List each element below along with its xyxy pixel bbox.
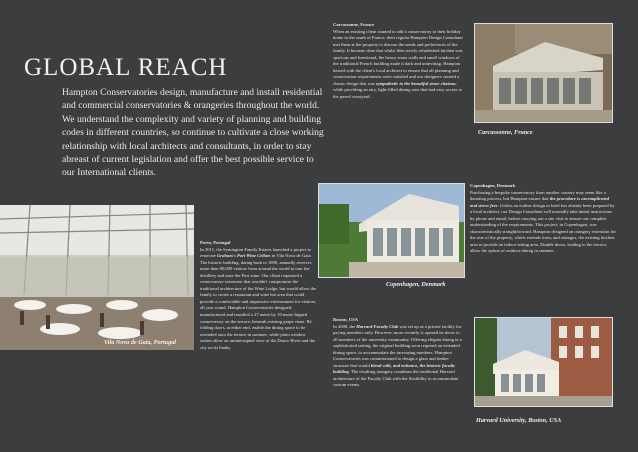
- porto-place: Porto, Portugal: [200, 240, 231, 245]
- copenhagen-photo: [318, 183, 465, 278]
- porto-photo: [0, 205, 194, 350]
- page-title: GLOBAL REACH: [24, 54, 228, 81]
- boston-photo: [474, 317, 613, 407]
- porto-caption: Vila Nova de Gaia, Portugal: [104, 339, 177, 346]
- carcassonne-text: Carcassonne, France When an existing client wanted to add a conservatory to their holiday home in the south of France, their regular Hampton Design Consultant met them at the property to discuss the needs and preferences of the family. It became clear that whilst their newly refurbished kitchen was spacious and functional, the heavy stone walls and small windows of the traditional French building made it dark and uninviting. Hampton liaised with the client's local architect to ensure that all planning and conservation requirements were satisfied and our designers created a classic design that was sympathetic to the beautiful stone chateau, while providing an airy, light-filled dining area that had easy access to the paved courtyard.: [333, 22, 463, 100]
- carcassonne-place: Carcassonne, France: [333, 22, 374, 27]
- carcassonne-caption: Carcassonne, France: [478, 129, 533, 136]
- copenhagen-text: Copenhagen, Denmark Purchasing a bespoke conservatory from another country may seem like a daunting process, but Hampton ensure that the procedure is uncomplicated and stress-free. Unless an outline design or brief has already been prepared by a local architect, our Design Consultant will normally take initial instructions by phone and email, before carrying out a site visit to ensure our complete understanding of the requirements. This project, in Copenhagen, was characteristically straightforward. Hampton designed an orangery extension for the rear of the property, which extends from, and enlarges, the existing kitchen area to provide an indoor-sitting area. Double doors, leading to the terrace, allow the option of outdoor dining in summer.: [470, 183, 616, 254]
- porto-text: Porto, Portugal In 2011, the Symington Family Estates launched a project to renovate Graham's Port Wine Cellars in Vila Nova de Gaia. The historic building, dating back to 1890, annually receives more than 80,000 visitors from around the world to tour the distillery and taste the Port wine. Our client requested a conservatory extension that wouldn't compromise the traditional architecture of the Wine Lodge, but would allow the family to create a restaurant and wine bar area that could provide a comfortable and impressive environment for visitors, all year round. Hampton Conservatories designed, manufactured and installed a 27 metre by 10 metre hipped conservatory on the terrace, beneath existing grape vines. Bi-folding doors, at either end, enable the dining space to be extended onto the terrace in summer, while plain window sashes allow an uninterrupted view of the Douro River and the city on its banks.: [200, 240, 317, 350]
- copenhagen-caption: Copenhagen, Denmark: [386, 281, 446, 288]
- boston-place: Boston, USA: [333, 317, 359, 322]
- boston-caption: Harvard University, Boston, USA: [476, 417, 562, 424]
- boston-text: Boston, USA In 2008, the Harvard Faculty Club was set up as a private facility for paying members only. However, more recently, it opened its doors to all members of the university community. Offering elegant dining in a sophisticated setting, the original building soon required an extended dining space, to accommodate the increasing numbers. Hampton Conservatories was commissioned to design a glass and timber structure that would blend with, and enhance, the historic faculty building. The resulting orangery combines the traditional Harvard architecture of the Faculty Club with the flexibility to accommodate custom events.: [333, 317, 462, 388]
- copenhagen-place: Copenhagen, Denmark: [470, 183, 516, 188]
- intro-paragraph: Hampton Conservatories design, manufacture and install residential and commercial conservatories & orangeries throughout the world. We understand the complexity and variety of planning and building codes in different countries, so continue to cultivate a close working relationship with local architects and consultants, in order to stay abreast of current legislation and offer the best possible service to our International clients.: [62, 87, 324, 179]
- carcassonne-photo: [474, 23, 613, 123]
